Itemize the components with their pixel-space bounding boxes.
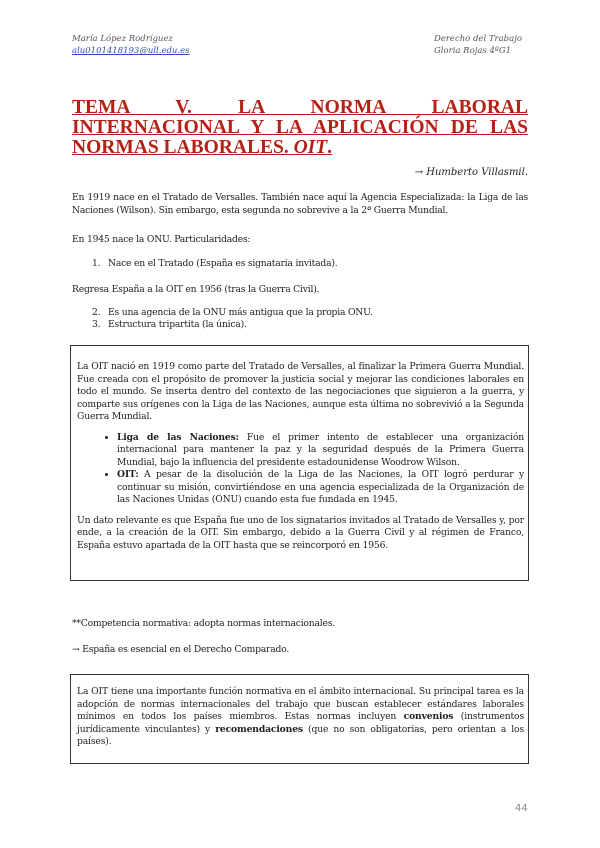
header-right — [434, 33, 522, 57]
list-text: Es una agencia de la ONU más antigua que la propia ONU. — [108, 307, 373, 318]
subject-name: Derecho del Trabajo — [434, 34, 522, 44]
author-quote: → Humberto Villasmil. — [414, 167, 528, 178]
list-number: 1. — [92, 258, 101, 269]
bullet-item — [117, 469, 524, 507]
paragraph-1: En 1919 nace en el Tratado de Versalles. También nace aquí la Agencia Especializada: la Liga de las Naciones (Wilson). Sin embargo, esta segunda no sobrevive a la 2ª Guerra Mundial. — [72, 192, 528, 216]
list-item — [92, 307, 512, 320]
page-number: 44 — [515, 803, 528, 814]
box2-text-part: (instrumentos jurídicamente vinculantes) y — [77, 711, 525, 735]
term-convenios: convenios — [403, 711, 454, 722]
box-intro: La OIT nació en 1919 como parte del Tratado de Versalles, al finalizar la Primera Guerra Mundial. Fue creada con el propósito de promover la justicia social y mejorar las condiciones laborales en todo el mundo. Se inserta dentro del contexto de las negociaciones que siguieron a la guerra, y comparte sus orígenes con la Liga de las Naciones, aunque esta última no sobrevivió a la Segunda Guerra Mundial. — [77, 361, 524, 422]
title-end: . — [327, 137, 333, 158]
box2-text-part: (que no son obligatorias, pero orientan a los países). — [77, 723, 524, 747]
list-number: 2. — [92, 307, 101, 318]
title-italic: OIT — [293, 137, 328, 158]
page-title — [72, 98, 528, 158]
bullet-text: A pesar de la disolución de la Liga de las Naciones, la OIT logró perdurar y continuar su misión, convirtiéndose en una agencia especializada de la Organización de las Naciones Unidas (ONU) cuando esta fue fundada en 1945. — [117, 469, 524, 505]
title-main: TEMA V. LA NORMA LABORAL INTERNACIONAL Y LA APLICACIÓN DE LAS NORMAS LABORALES. — [72, 97, 528, 158]
list-text: Nace en el Tratado (España es signataria invitada). — [108, 258, 338, 269]
info-box-oit — [70, 345, 529, 581]
box-outro: Un dato relevante es que España fue uno de los signatarios invitados al Tratado de Versalles y, por ende, a la creación de la OIT. Sin embargo, debido a la Guerra Civil y al régimen de Franco, España estuvo apartada de la OIT hasta que se reincorporó en 1956. — [77, 514, 524, 551]
note-derecho-comparado: → España es esencial en el Derecho Comparado. — [72, 644, 290, 655]
header-left — [72, 33, 190, 57]
author-email-link[interactable]: alu0101418193@ull.edu.es — [72, 46, 190, 56]
paragraph-3: Regresa España a la OIT en 1956 (tras la Guerra Civil). — [72, 284, 320, 295]
note-competencia: **Competencia normativa: adopta normas internacionales. — [72, 618, 335, 629]
list-item — [92, 319, 512, 332]
bullet-text: Fue el primer intento de establecer una organización internacional para mantener la paz y la seguridad después de la Primera Guerra Mundial, bajo la influencia del presidente estadounidense Woodrow Wilson. — [117, 431, 524, 468]
bullet-term: Liga de las Naciones: — [117, 431, 239, 443]
author-name: María López Rodríguez — [72, 34, 173, 44]
list-text: Estructura tripartita (la única). — [108, 319, 247, 330]
paragraph-2: En 1945 nace la ONU. Particularidades: — [72, 234, 251, 245]
professor-group: Gloria Rojas 4ºG1 — [434, 46, 512, 56]
list-item — [92, 258, 512, 271]
term-recomendaciones: recomendaciones — [215, 723, 303, 735]
box2-text — [77, 686, 524, 749]
bullet-item — [117, 432, 524, 470]
box-bullet-list — [77, 432, 524, 507]
info-box-normativa — [70, 674, 529, 764]
bullet-term: OIT: — [117, 469, 139, 480]
box2-text-part: La OIT tiene una importante función normativa en el ámbito internacional. Su principal tarea es la adopción de normas internacionales del trabajo que buscan establecer estándares laborales mínimos en todos los países miembros. Estas normas incluyen — [77, 686, 524, 722]
list-number: 3. — [92, 319, 101, 330]
